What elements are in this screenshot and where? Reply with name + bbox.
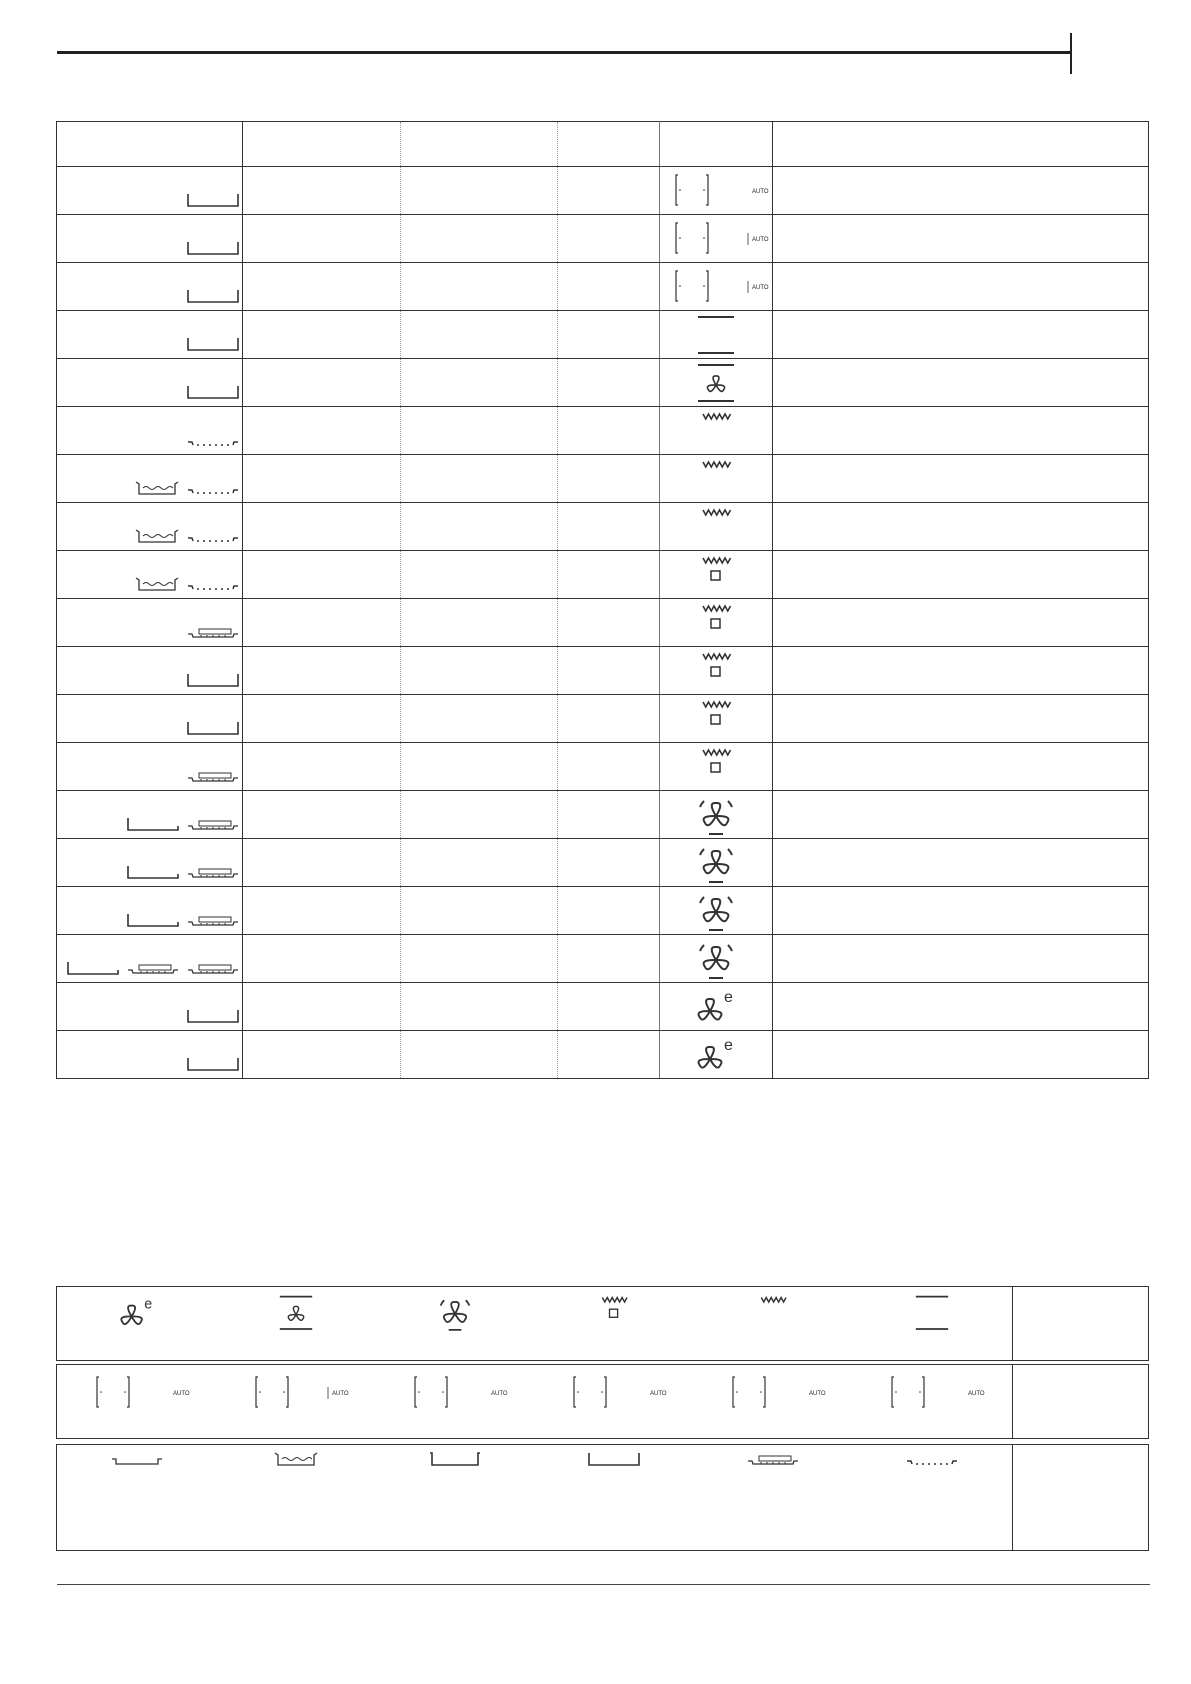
accessory-cell xyxy=(57,167,243,215)
svg-text:e: e xyxy=(143,1296,152,1313)
grill-icon xyxy=(666,505,766,549)
notes-cell xyxy=(773,839,1149,887)
mode-cell xyxy=(660,359,773,407)
legend-item xyxy=(853,1287,1012,1360)
fan-ring-icon xyxy=(666,937,766,981)
drip-pan-icon xyxy=(135,528,179,544)
data-cell xyxy=(558,503,660,551)
legend-item xyxy=(535,1287,694,1360)
svg-text:AUTO: AUTO xyxy=(650,1391,667,1397)
accessory-cell xyxy=(57,935,243,983)
accessory-cell xyxy=(57,983,243,1031)
table-row xyxy=(57,791,1149,839)
mode-cell xyxy=(660,503,773,551)
data-cell xyxy=(558,359,660,407)
legend-side-cell xyxy=(1013,1445,1148,1550)
data-cell xyxy=(558,791,660,839)
top-bottom-heat-icon xyxy=(887,1293,977,1333)
notes-cell xyxy=(773,503,1149,551)
tray-wide-icon xyxy=(127,912,179,928)
mode-cell xyxy=(660,935,773,983)
data-cell xyxy=(401,887,558,935)
accessory-cell xyxy=(57,791,243,839)
data-cell xyxy=(558,1031,660,1079)
tray-icon xyxy=(187,288,239,304)
data-cell xyxy=(558,263,660,311)
data-cell xyxy=(243,359,401,407)
rack-icon xyxy=(906,1451,958,1467)
legend-item xyxy=(216,1445,375,1550)
svg-text:e: e xyxy=(724,1036,733,1054)
data-cell xyxy=(558,407,660,455)
data-cell xyxy=(401,359,558,407)
data-cell xyxy=(243,551,401,599)
legend-item xyxy=(853,1365,1012,1438)
data-cell xyxy=(243,1031,401,1079)
legend-item xyxy=(535,1445,694,1550)
accessory-cell xyxy=(57,407,243,455)
header-cell xyxy=(660,122,773,167)
tray-icon xyxy=(187,336,239,352)
svg-text:AUTO: AUTO xyxy=(809,1391,826,1397)
shallow-tray-icon xyxy=(111,1451,163,1467)
legend-item xyxy=(375,1445,534,1550)
mode-cell xyxy=(660,311,773,359)
table-row xyxy=(57,695,1149,743)
cooking-table xyxy=(56,121,1149,1079)
svg-text:AUTO: AUTO xyxy=(172,1391,190,1397)
data-cell xyxy=(243,935,401,983)
rack-icon xyxy=(187,432,239,448)
data-cell xyxy=(558,983,660,1031)
table-row xyxy=(57,1031,1149,1079)
data-cell xyxy=(401,407,558,455)
notes-cell xyxy=(773,695,1149,743)
legend-modes xyxy=(56,1286,1149,1361)
mode-cell xyxy=(660,695,773,743)
notes-cell xyxy=(773,359,1149,407)
rack-tray-icon xyxy=(187,816,239,832)
legend-item xyxy=(694,1365,853,1438)
level-auto-1-icon xyxy=(405,1371,508,1415)
level-auto-1-icon xyxy=(666,169,769,213)
table-row xyxy=(57,551,1149,599)
deep-tray-icon xyxy=(429,1451,481,1467)
notes-cell xyxy=(773,647,1149,695)
data-cell xyxy=(243,263,401,311)
legend-side-cell xyxy=(1013,1365,1148,1438)
mode-cell xyxy=(660,743,773,791)
level-auto-2-icon xyxy=(666,265,769,309)
notes-cell xyxy=(773,455,1149,503)
rack-tray-icon xyxy=(187,960,239,976)
mode-cell xyxy=(660,599,773,647)
header-cell xyxy=(243,122,401,167)
mode-cell xyxy=(660,167,773,215)
svg-text:AUTO: AUTO xyxy=(752,188,769,195)
tray-icon xyxy=(187,1056,239,1072)
grill-icon xyxy=(728,1293,818,1333)
table-row xyxy=(57,407,1149,455)
data-cell xyxy=(558,887,660,935)
accessory-cell xyxy=(57,839,243,887)
notes-cell xyxy=(773,311,1149,359)
svg-text:AUTO: AUTO xyxy=(968,1391,985,1397)
mode-cell xyxy=(660,887,773,935)
data-cell xyxy=(243,455,401,503)
data-cell xyxy=(401,647,558,695)
grill-small-icon xyxy=(666,697,766,741)
data-cell xyxy=(401,455,558,503)
data-cell xyxy=(401,983,558,1031)
eco-fan-icon xyxy=(666,1033,766,1077)
legend-item xyxy=(57,1365,216,1438)
table-row xyxy=(57,215,1149,263)
table-row xyxy=(57,743,1149,791)
data-cell xyxy=(243,647,401,695)
data-cell xyxy=(401,935,558,983)
data-cell xyxy=(401,551,558,599)
mode-cell xyxy=(660,839,773,887)
table-row xyxy=(57,503,1149,551)
data-cell xyxy=(243,791,401,839)
accessory-cell xyxy=(57,359,243,407)
tray-wide-icon xyxy=(67,960,119,976)
rack-tray-icon xyxy=(747,1451,799,1467)
data-cell xyxy=(401,215,558,263)
notes-cell xyxy=(773,1031,1149,1079)
legend-item xyxy=(694,1287,853,1360)
svg-text:AUTO: AUTO xyxy=(752,236,769,243)
data-cell xyxy=(401,695,558,743)
data-cell xyxy=(401,791,558,839)
accessory-cell xyxy=(57,599,243,647)
legend-item xyxy=(535,1365,694,1438)
data-cell xyxy=(558,311,660,359)
notes-cell xyxy=(773,887,1149,935)
top-bottom-fan-icon xyxy=(251,1293,341,1333)
data-cell xyxy=(243,167,401,215)
mode-cell xyxy=(660,791,773,839)
grill-small-icon xyxy=(666,649,766,693)
data-cell xyxy=(243,887,401,935)
accessory-cell xyxy=(57,503,243,551)
rack-tray-icon xyxy=(187,912,239,928)
header-cell xyxy=(558,122,660,167)
data-cell xyxy=(558,455,660,503)
table-row xyxy=(57,311,1149,359)
accessory-cell xyxy=(57,1031,243,1079)
accessory-cell xyxy=(57,311,243,359)
table-row xyxy=(57,839,1149,887)
tray-wide-icon xyxy=(127,816,179,832)
data-cell xyxy=(401,839,558,887)
mode-cell xyxy=(660,215,773,263)
accessory-cell xyxy=(57,215,243,263)
notes-cell xyxy=(773,599,1149,647)
data-cell xyxy=(243,599,401,647)
data-cell xyxy=(243,743,401,791)
header-rule xyxy=(57,51,1071,54)
data-cell xyxy=(558,599,660,647)
mode-cell xyxy=(660,647,773,695)
rack-tray-icon xyxy=(187,864,239,880)
legend-item xyxy=(375,1365,534,1438)
table-row xyxy=(57,167,1149,215)
drip-pan-icon xyxy=(135,576,179,592)
notes-cell xyxy=(773,167,1149,215)
data-cell xyxy=(558,167,660,215)
rack-tray-icon xyxy=(187,624,239,640)
grill-icon xyxy=(666,409,766,453)
mode-cell xyxy=(660,455,773,503)
data-cell xyxy=(558,551,660,599)
legend-item xyxy=(694,1445,853,1550)
drip-pan-icon xyxy=(135,480,179,496)
header-rule-tick xyxy=(1070,33,1072,74)
notes-cell xyxy=(773,551,1149,599)
tray-icon xyxy=(187,240,239,256)
top-bottom-fan-icon xyxy=(666,361,766,405)
legend-item xyxy=(57,1287,216,1360)
accessory-cell xyxy=(57,647,243,695)
eco-fan-icon xyxy=(666,985,766,1029)
fan-ring-icon xyxy=(666,889,766,933)
data-cell xyxy=(401,311,558,359)
table-row xyxy=(57,455,1149,503)
notes-cell xyxy=(773,983,1149,1031)
accessory-cell xyxy=(57,695,243,743)
mode-cell xyxy=(660,983,773,1031)
svg-text:AUTO: AUTO xyxy=(490,1391,508,1397)
legend-item xyxy=(375,1287,534,1360)
grill-icon xyxy=(666,457,766,501)
data-cell xyxy=(401,503,558,551)
header-cell xyxy=(57,122,243,167)
grill-small-icon xyxy=(666,745,766,789)
legend-item xyxy=(57,1445,216,1550)
table-header-row xyxy=(57,122,1149,167)
accessory-cell xyxy=(57,887,243,935)
tray-wide-icon xyxy=(127,864,179,880)
level-auto-2-icon xyxy=(246,1371,349,1415)
data-cell xyxy=(558,935,660,983)
notes-cell xyxy=(773,743,1149,791)
table-row xyxy=(57,599,1149,647)
data-cell xyxy=(558,743,660,791)
tray-icon xyxy=(187,1008,239,1024)
rack-icon xyxy=(187,480,239,496)
accessory-cell xyxy=(57,551,243,599)
data-cell xyxy=(401,167,558,215)
tray-icon xyxy=(588,1451,640,1467)
rack-icon xyxy=(187,576,239,592)
eco-fan-icon xyxy=(92,1293,182,1333)
drip-pan-icon xyxy=(274,1451,318,1467)
notes-cell xyxy=(773,215,1149,263)
footer-rule xyxy=(57,1584,1150,1585)
notes-cell xyxy=(773,791,1149,839)
fan-ring-icon xyxy=(666,793,766,837)
table-row xyxy=(57,983,1149,1031)
level-auto-1-icon xyxy=(882,1371,985,1415)
legend-item xyxy=(216,1287,375,1360)
table-row xyxy=(57,647,1149,695)
data-cell xyxy=(401,743,558,791)
data-cell xyxy=(243,407,401,455)
level-auto-1-icon xyxy=(723,1371,826,1415)
level-auto-1-icon xyxy=(564,1371,667,1415)
header-cell xyxy=(773,122,1149,167)
mode-cell xyxy=(660,1031,773,1079)
legend-levels xyxy=(56,1364,1149,1439)
accessory-cell xyxy=(57,455,243,503)
rack-icon xyxy=(187,528,239,544)
grill-small-icon xyxy=(569,1293,659,1333)
notes-cell xyxy=(773,263,1149,311)
svg-text:e: e xyxy=(724,988,733,1006)
mode-cell xyxy=(660,263,773,311)
data-cell xyxy=(243,839,401,887)
table-row xyxy=(57,935,1149,983)
data-cell xyxy=(558,647,660,695)
legend-side-cell xyxy=(1013,1287,1148,1360)
header-cell xyxy=(401,122,558,167)
top-bottom-heat-icon xyxy=(666,313,766,357)
tray-icon xyxy=(187,672,239,688)
legend-item xyxy=(853,1445,1012,1550)
level-auto-2-icon xyxy=(666,217,769,261)
data-cell xyxy=(401,599,558,647)
notes-cell xyxy=(773,935,1149,983)
accessory-cell xyxy=(57,263,243,311)
rack-tray-icon xyxy=(187,768,239,784)
tray-icon xyxy=(187,192,239,208)
data-cell xyxy=(401,263,558,311)
data-cell xyxy=(243,215,401,263)
data-cell xyxy=(558,839,660,887)
data-cell xyxy=(243,695,401,743)
svg-text:AUTO: AUTO xyxy=(752,284,769,291)
table-row xyxy=(57,887,1149,935)
table-row xyxy=(57,359,1149,407)
data-cell xyxy=(243,311,401,359)
legend-item xyxy=(216,1365,375,1438)
table-row xyxy=(57,263,1149,311)
rack-tray-icon xyxy=(127,960,179,976)
legend-accessories xyxy=(56,1444,1149,1551)
mode-cell xyxy=(660,407,773,455)
tray-icon xyxy=(187,384,239,400)
notes-cell xyxy=(773,407,1149,455)
mode-cell xyxy=(660,551,773,599)
fan-ring-icon xyxy=(410,1293,500,1333)
data-cell xyxy=(401,1031,558,1079)
level-auto-1-icon xyxy=(87,1371,190,1415)
grill-small-icon xyxy=(666,553,766,597)
accessory-cell xyxy=(57,743,243,791)
svg-text:AUTO: AUTO xyxy=(331,1391,349,1397)
tray-icon xyxy=(187,720,239,736)
data-cell xyxy=(243,983,401,1031)
grill-small-icon xyxy=(666,601,766,645)
data-cell xyxy=(558,695,660,743)
data-cell xyxy=(558,215,660,263)
fan-ring-icon xyxy=(666,841,766,885)
data-cell xyxy=(243,503,401,551)
